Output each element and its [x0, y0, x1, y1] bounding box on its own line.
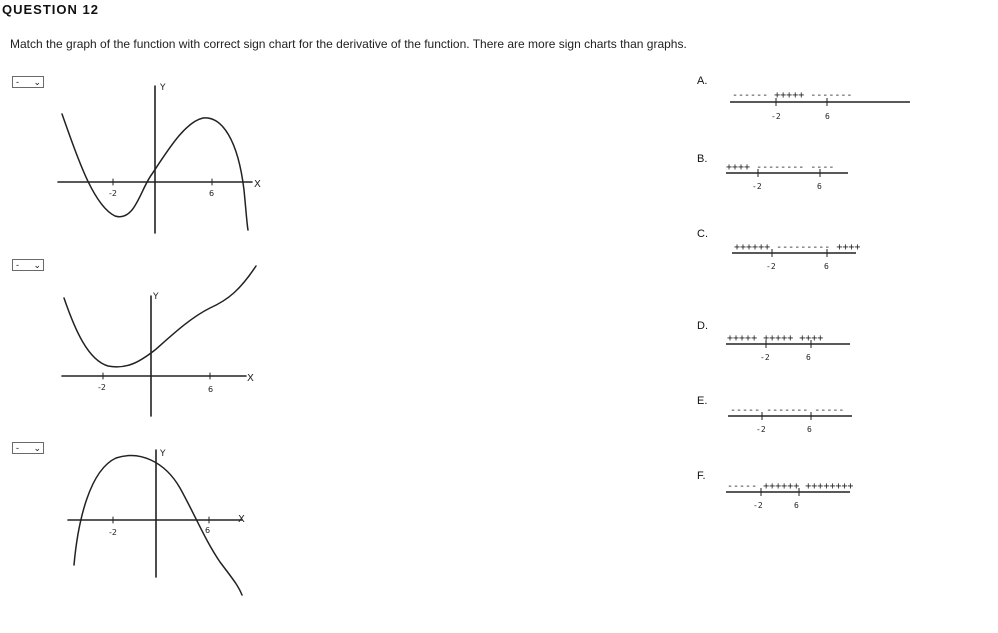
x-axis-label: X	[238, 514, 245, 525]
chevron-down-icon: ⌄	[33, 77, 41, 87]
tick-label: 6	[205, 526, 211, 535]
sign-row: ++++ -------- ----	[726, 162, 835, 173]
sign-chart-d	[726, 333, 850, 362]
sign-chart-label-f: F.	[697, 470, 706, 482]
tick-label: 6	[209, 189, 215, 198]
sign-chart-label-d: D.	[697, 320, 708, 332]
tick-label: 6	[806, 353, 811, 362]
tick-label: -2	[760, 353, 770, 362]
sign-row: ------ +++++ -------	[732, 90, 853, 101]
sign-chart-f	[726, 481, 853, 510]
tick-label: -2	[109, 528, 117, 537]
tick-label: -2	[756, 425, 766, 434]
sign-row: ++++++ --------- ++++	[734, 242, 861, 253]
select-value: -	[16, 260, 19, 270]
select-value: -	[16, 77, 19, 87]
sign-chart-label-a: A.	[697, 75, 708, 87]
tick-label: 6	[208, 385, 214, 394]
y-axis-label: Y	[160, 83, 166, 93]
tick-label: 6	[794, 501, 799, 510]
sign-row: ----- ++++++ ++++++++	[727, 481, 854, 492]
sign-chart-label-b: B.	[697, 153, 708, 165]
sign-chart-b	[726, 162, 848, 191]
tick-label: -2	[109, 189, 117, 198]
sign-chart-a	[730, 90, 910, 121]
chevron-down-icon: ⌄	[33, 443, 41, 453]
sign-chart-label-e: E.	[697, 395, 708, 407]
select-value: -	[16, 443, 19, 453]
chevron-down-icon: ⌄	[33, 260, 41, 270]
question-title: QUESTION 12	[2, 2, 99, 17]
x-axis-label: X	[254, 179, 261, 190]
sign-chart-c	[732, 242, 860, 271]
tick-label: -2	[752, 182, 762, 191]
y-axis-label: Y	[153, 292, 159, 302]
tick-label: -2	[753, 501, 763, 510]
tick-label: 6	[824, 262, 829, 271]
y-axis-label: Y	[160, 449, 166, 459]
tick-label: 6	[807, 425, 812, 434]
question-prompt: Match the graph of the function with correct sign chart for the derivative of the function. There are more sign charts than graphs.	[10, 37, 687, 51]
sign-chart-e	[728, 405, 852, 434]
sign-row: +++++ +++++ ++++	[727, 333, 824, 344]
sign-chart-label-c: C.	[697, 228, 708, 240]
tick-label: -2	[98, 383, 106, 392]
tick-label: -2	[771, 112, 781, 121]
tick-label: -2	[766, 262, 776, 271]
sign-row: ----- ------- -----	[730, 405, 845, 416]
tick-label: 6	[817, 182, 822, 191]
tick-label: 6	[825, 112, 830, 121]
x-axis-label: X	[247, 373, 254, 384]
